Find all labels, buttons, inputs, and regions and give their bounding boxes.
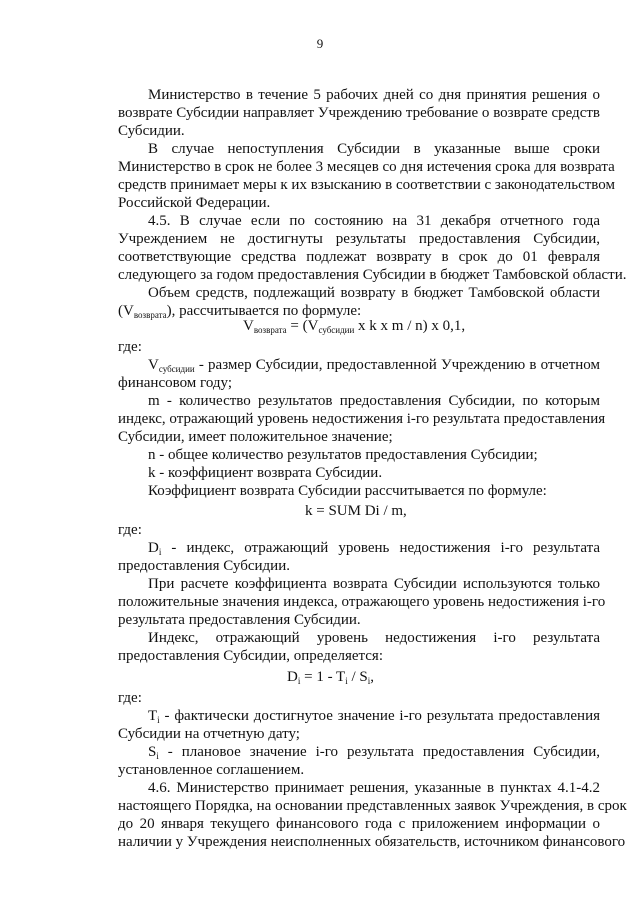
text-line: В случае непоступления Субсидии в указанные выше сроки bbox=[148, 141, 600, 157]
text-line: Субсидии. bbox=[118, 123, 185, 139]
text-line: $(V_{возврата})$, рассчитывается по формуле: bbox=[118, 303, 362, 320]
text-line: предоставления Субсидии, определяется: bbox=[118, 648, 383, 664]
formula-d: $D_i = 1 - T_i / S_i$, bbox=[287, 669, 375, 686]
text-line: $D_i$ - индекс, отражающий уровень недостижения i-го результата bbox=[148, 540, 600, 557]
text-line: предоставления Субсидии. bbox=[118, 558, 290, 574]
text-line: до 20 января текущего финансового года с приложением информации о bbox=[118, 816, 600, 832]
text-line: наличии у Учреждения неисполненных обязательств, источником финансового bbox=[118, 834, 626, 850]
text-line: Министерство в срок не более 3 месяцев со дня истечения срока для возврата bbox=[118, 159, 615, 175]
text-line: $S_i$ - плановое значение i-го результата предоставления Субсидии, bbox=[148, 744, 600, 761]
text-line: положительные значения индекса, отражающего уровень недостижения i-го bbox=[118, 594, 606, 610]
formula-v-return: $V_{возврата} = (V_{субсидии}$ x k x m / n) x 0,1, bbox=[243, 318, 466, 335]
text-line: установленное соглашением. bbox=[118, 762, 305, 778]
text-line: где: bbox=[118, 522, 142, 538]
text-line: n - общее количество результатов предоставления Субсидии; bbox=[148, 447, 538, 463]
text-line: 4.5. В случае если по состоянию на 31 декабря отчетного года bbox=[148, 213, 600, 229]
text-line: $T_i$ - фактически достигнутое значение i-го результата предоставления bbox=[148, 708, 600, 725]
text-line: Объем средств, подлежащий возврату в бюджет Тамбовской области bbox=[148, 285, 600, 301]
text-line: Российской Федерации. bbox=[118, 195, 271, 211]
text-line: m - количество результатов предоставления Субсидии, по которым bbox=[148, 393, 600, 409]
text-line: Субсидии, имеет положительное значение; bbox=[118, 429, 393, 445]
text-line: где: bbox=[118, 339, 142, 355]
text-line: индекс, отражающий уровень недостижения i-го результата предоставления bbox=[118, 411, 606, 427]
text-line: результата предоставления Субсидии. bbox=[118, 612, 361, 628]
text-line: Коэффициент возврата Субсидии рассчитывается по формуле: bbox=[148, 483, 547, 499]
text-line: $V_{субсидии}$ - размер Субсидии, предоставленной Учреждению в отчетном bbox=[148, 357, 600, 374]
text-line: Учреждением не достигнуты результаты предоставления Субсидии, bbox=[118, 231, 600, 247]
text-line: где: bbox=[118, 690, 142, 706]
text-line: Субсидии на отчетную дату; bbox=[118, 726, 300, 742]
text-line: настоящего Порядка, на основании представленных заявок Учреждения, в срок bbox=[118, 798, 627, 814]
text-line: Индекс, отражающий уровень недостижения i-го результата bbox=[148, 630, 600, 646]
text-line: соответствующие средства подлежат возврату в срок до 01 февраля bbox=[118, 249, 600, 265]
text-line: Министерство в течение 5 рабочих дней со дня принятия решения о bbox=[148, 87, 600, 103]
formula-k: k = SUM Di / m, bbox=[305, 503, 407, 519]
text-line: средств принимает меры к их взысканию в соответствии с законодательством bbox=[118, 177, 615, 193]
text-line: следующего за годом предоставления Субсидии в бюджет Тамбовской области. bbox=[118, 267, 627, 283]
text-line: финансовом году; bbox=[118, 375, 233, 391]
text-line: 4.6. Министерство принимает решения, указанные в пунктах 4.1-4.2 bbox=[148, 780, 600, 796]
text-line: При расчете коэффициента возврата Субсидии используются только bbox=[148, 576, 600, 592]
page-number: 9 bbox=[316, 36, 324, 51]
text-line: k - коэффициент возврата Субсидии. bbox=[148, 465, 383, 481]
text-line: возврате Субсидии направляет Учреждению требование о возврате средств bbox=[118, 105, 600, 121]
